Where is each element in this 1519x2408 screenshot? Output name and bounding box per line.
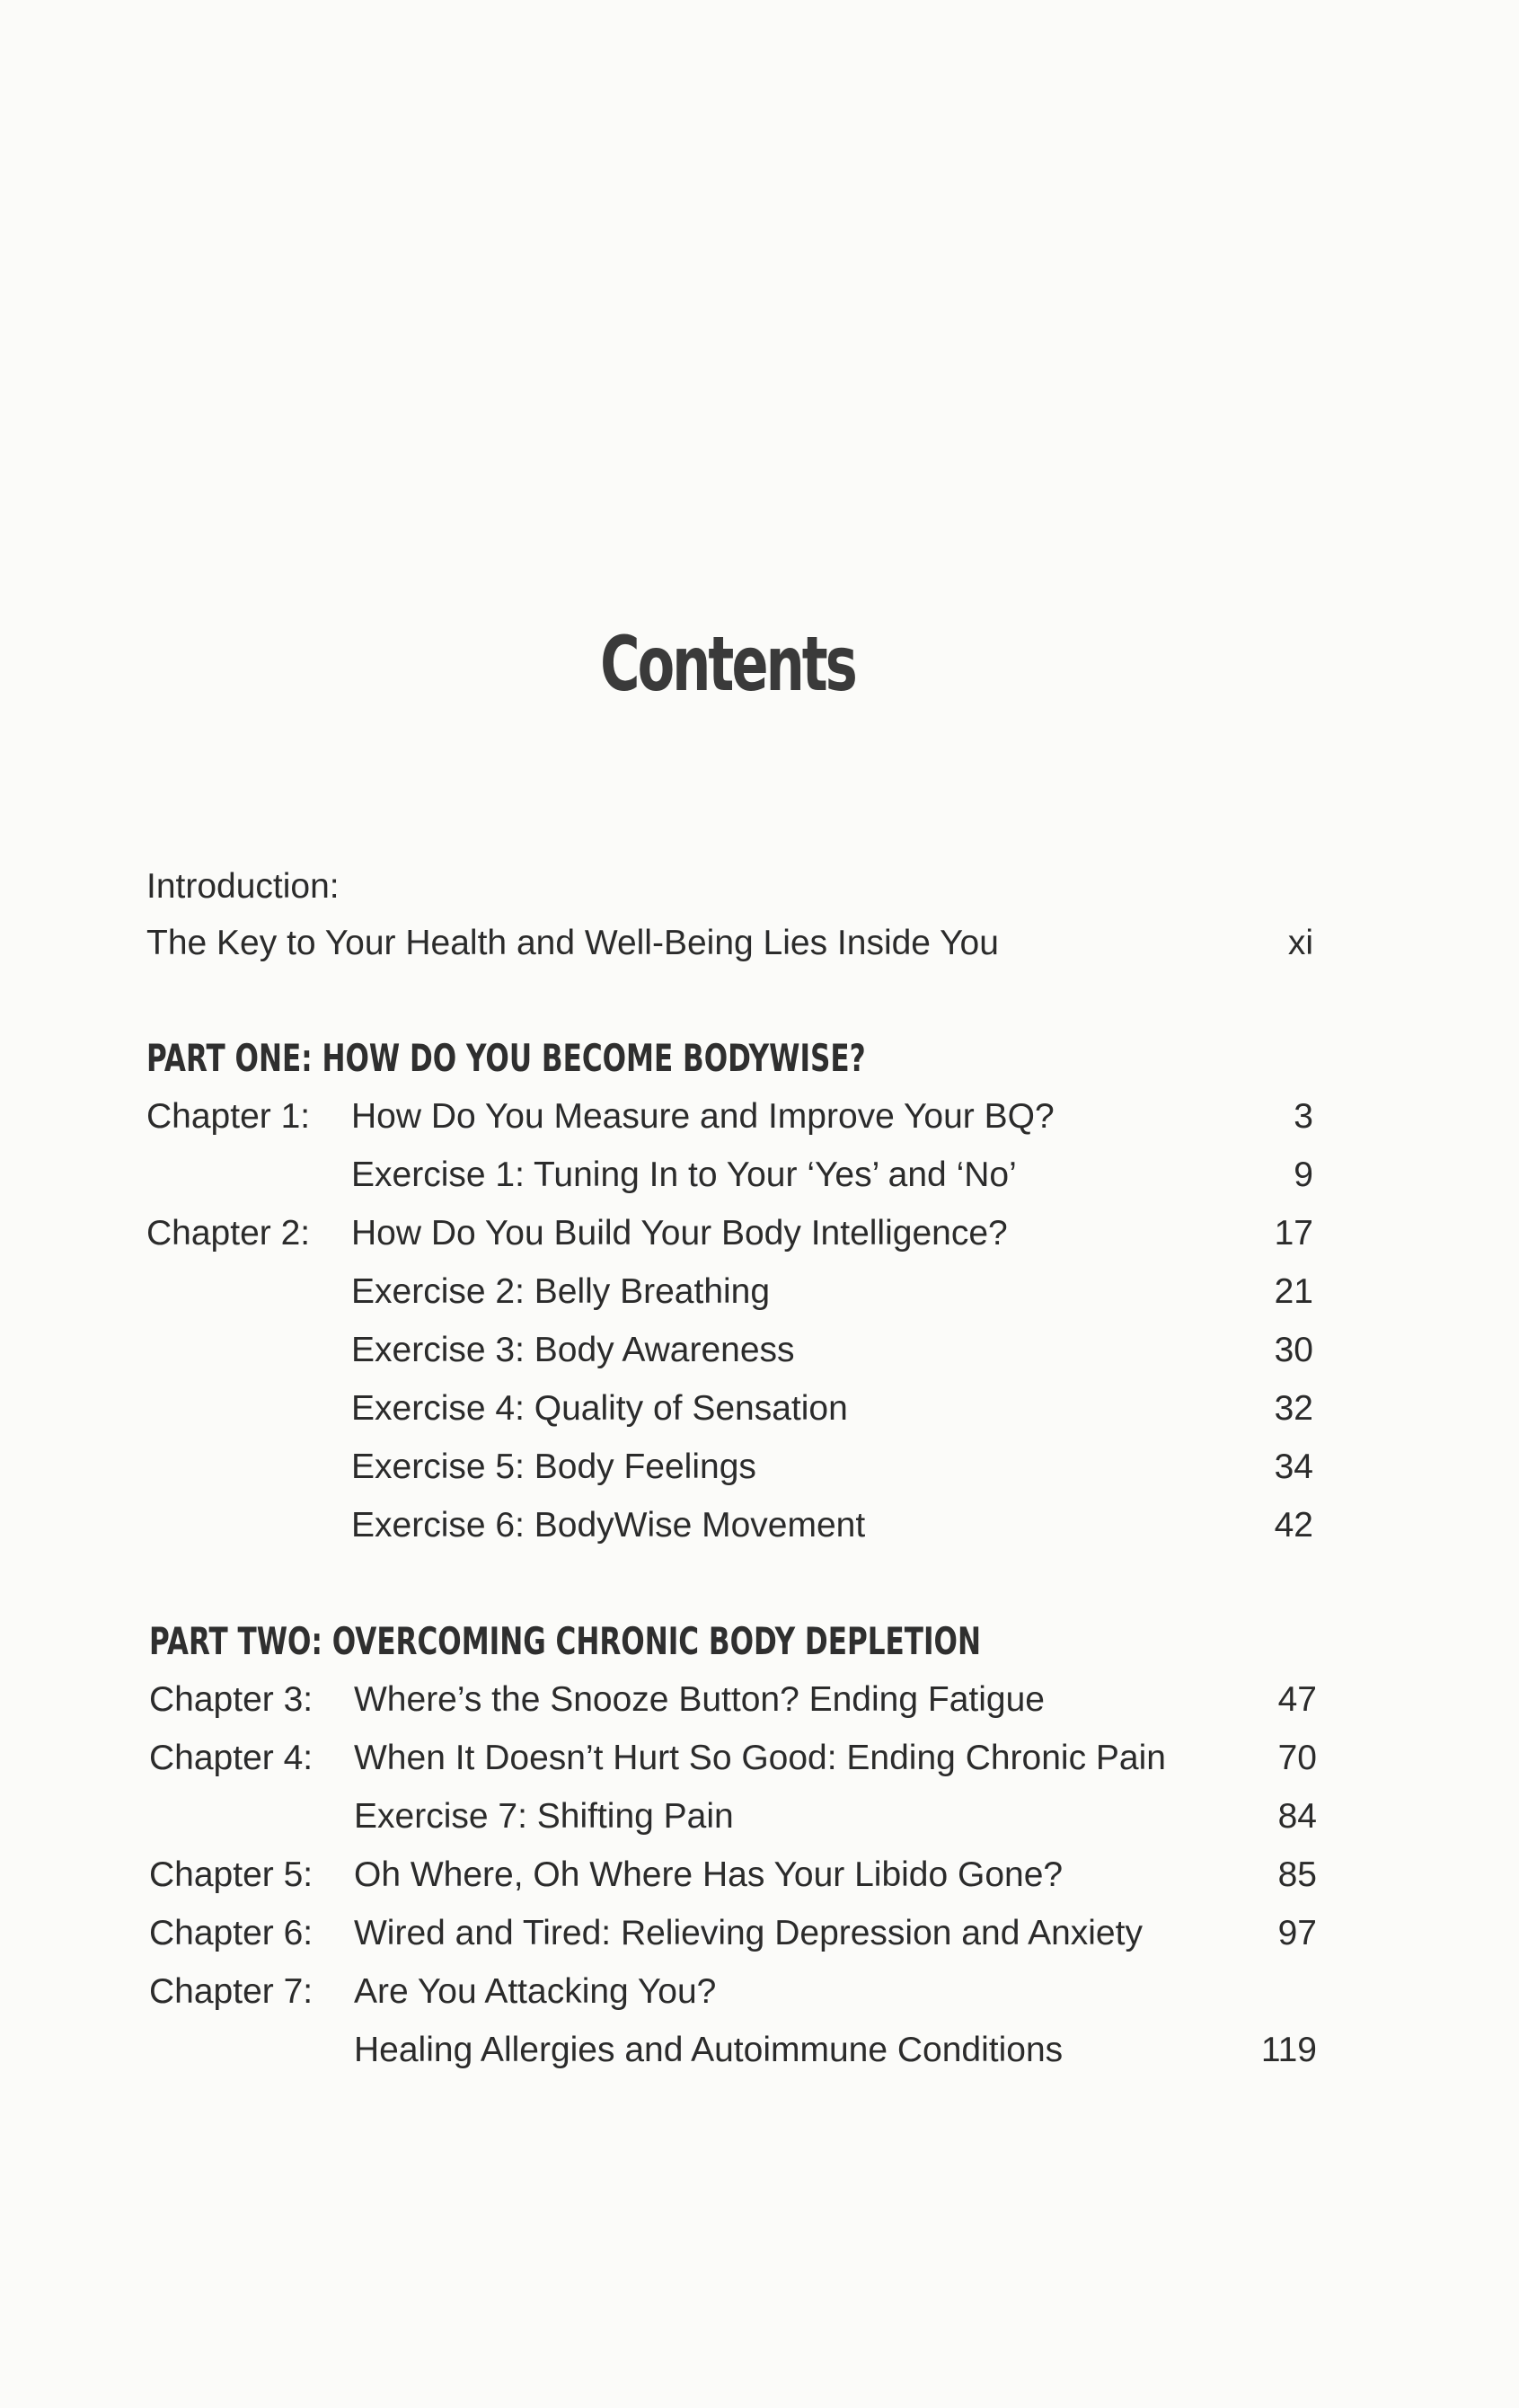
entry-title: Exercise 2: Belly Breathing: [351, 1272, 771, 1311]
page-number: 17: [1274, 1214, 1313, 1253]
toc-row: [0, 1324, 1519, 1377]
entry-title: Exercise 1: Tuning In to Your ‘Yes’ and ‘No’: [351, 1155, 1017, 1194]
entry-title: Are You Attacking You?: [354, 1972, 717, 2011]
entry-title: Exercise 7: Shifting Pain: [354, 1797, 734, 1836]
toc-row: [0, 1499, 1519, 1553]
page-title: Contents: [600, 620, 855, 708]
toc-row: [0, 1790, 1519, 1844]
page-number: 21: [1274, 1272, 1313, 1311]
entry-title: Exercise 4: Quality of Sensation: [351, 1389, 848, 1428]
page-number: 70: [1277, 1739, 1317, 1777]
chapter-label: Chapter 4:: [149, 1739, 314, 1777]
entry-title: Exercise 3: Body Awareness: [351, 1331, 795, 1369]
chapter-label: Chapter 5:: [149, 1855, 314, 1894]
page-number: 34: [1274, 1447, 1313, 1486]
intro-page-number: xi: [1287, 924, 1313, 962]
entry-title: Oh Where, Oh Where Has Your Libido Gone?: [354, 1855, 1064, 1894]
page-number: 30: [1274, 1331, 1313, 1369]
chapter-label: Chapter 2:: [146, 1214, 311, 1253]
entry-title: Where’s the Snooze Button? Ending Fatigue: [354, 1680, 1045, 1719]
part-one-heading: PART ONE: HOW DO YOU BECOME BODYWISE?: [146, 1036, 866, 1080]
entry-title: How Do You Build Your Body Intelligence?: [351, 1214, 1008, 1253]
intro-entry-title: The Key to Your Health and Well-Being Lies Inside You: [146, 924, 999, 962]
toc-row: [0, 1848, 1519, 1902]
entry-title: When It Doesn’t Hurt So Good: Ending Chronic Pain: [354, 1739, 1166, 1777]
entry-title: Exercise 6: BodyWise Movement: [351, 1506, 866, 1545]
page-number: 47: [1277, 1680, 1317, 1719]
chapter-label: Chapter 1:: [146, 1097, 311, 1136]
toc-row: [0, 1965, 1519, 2019]
entry-title: Wired and Tired: Relieving Depression and Anxiety: [354, 1914, 1143, 1952]
intro-label-line: [0, 860, 1519, 914]
page-number: 97: [1277, 1914, 1317, 1952]
page-number: 32: [1274, 1389, 1313, 1428]
page-number: 119: [1260, 2031, 1317, 2069]
toc-row: [0, 1440, 1519, 1494]
page-number: 42: [1274, 1506, 1313, 1545]
toc-row: [0, 2023, 1519, 2077]
chapter-label: Chapter 7:: [149, 1972, 314, 2011]
page-number: 9: [1294, 1155, 1313, 1194]
toc-row: [0, 1731, 1519, 1785]
part-two-heading: PART TWO: OVERCOMING CHRONIC BODY DEPLETION: [149, 1619, 981, 1663]
toc-row: [0, 1265, 1519, 1319]
page-number: 3: [1294, 1097, 1313, 1136]
toc-row: [0, 1148, 1519, 1202]
intro-label: Introduction:: [146, 867, 340, 906]
toc-row: [0, 1090, 1519, 1144]
entry-title: Exercise 5: Body Feelings: [351, 1447, 756, 1486]
toc-row: [0, 1207, 1519, 1261]
toc-row: [0, 1907, 1519, 1961]
entry-title: How Do You Measure and Improve Your BQ?: [351, 1097, 1055, 1136]
chapter-label: Chapter 3:: [149, 1680, 314, 1719]
page-number: 84: [1277, 1797, 1317, 1836]
toc-row: [0, 1382, 1519, 1436]
chapter-label: Chapter 6:: [149, 1914, 314, 1952]
page-number: 85: [1277, 1855, 1317, 1894]
toc-row: [0, 1673, 1519, 1727]
toc-row-intro: [0, 916, 1519, 970]
entry-title: Healing Allergies and Autoimmune Conditions: [354, 2031, 1064, 2069]
